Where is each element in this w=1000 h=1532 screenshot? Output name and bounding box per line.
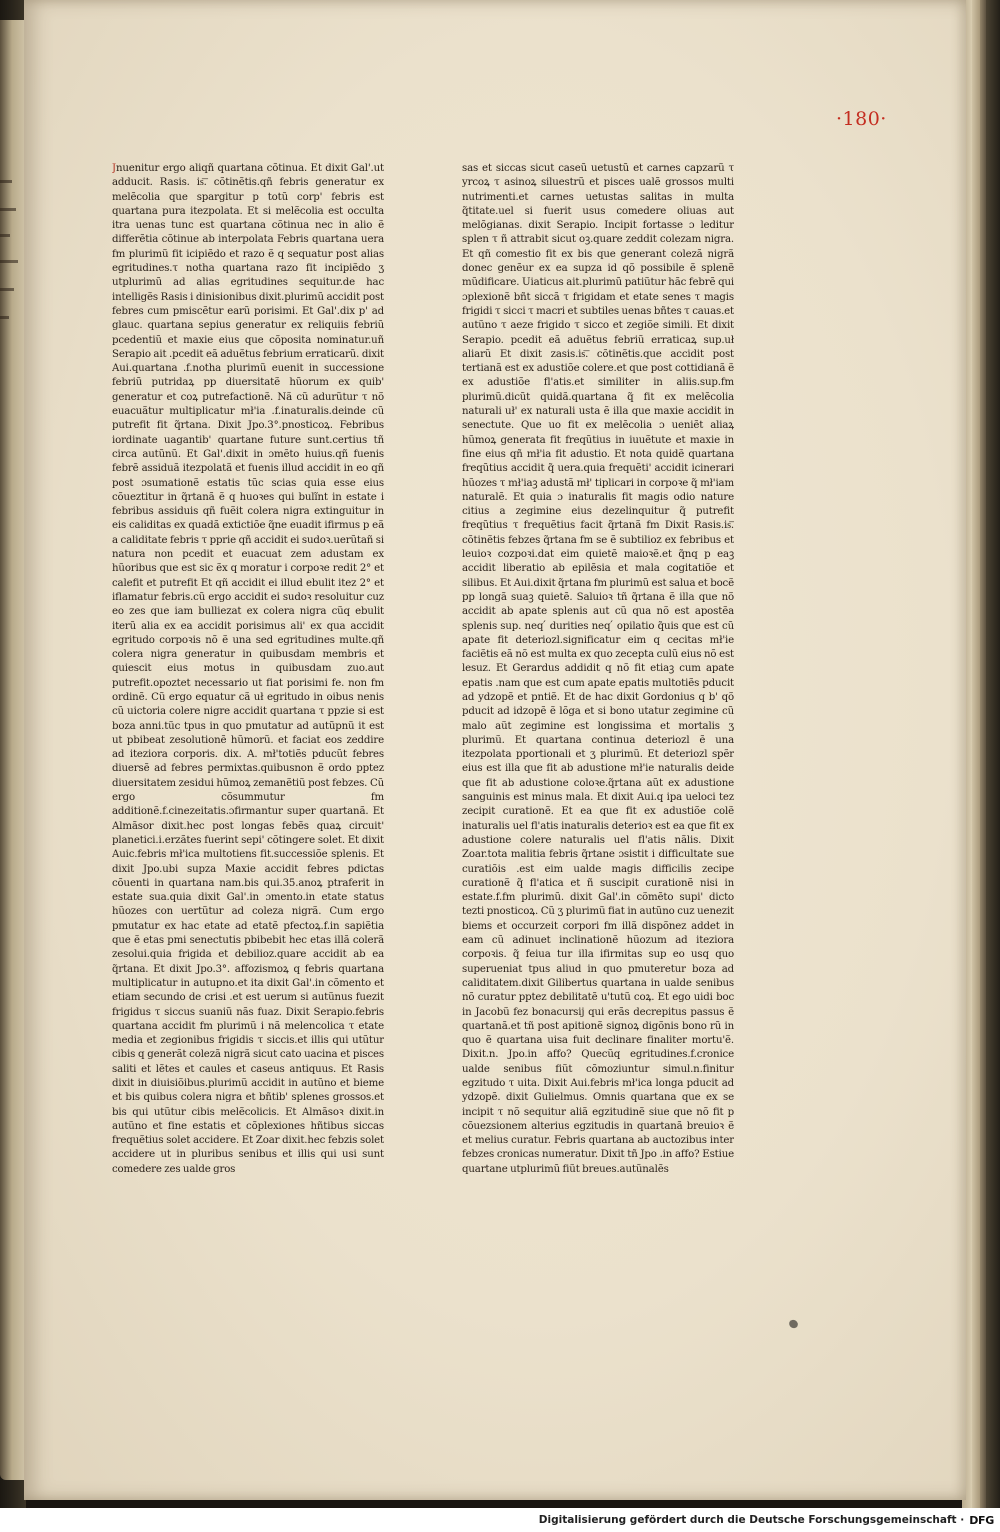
folio-number: ·180·: [836, 108, 887, 130]
rubric-initial: J: [112, 163, 116, 174]
dfg-logo: DFG: [969, 1513, 994, 1527]
paragraph: [112, 162, 384, 1177]
page-stack-edge: [962, 0, 1000, 1508]
book-page: [24, 0, 966, 1500]
text-column-right: [462, 162, 734, 1194]
credit-text: Digitalisierung gefördert durch die Deutsche Forschungsgemeinschaft ·: [538, 1514, 965, 1526]
text-column-left: [112, 162, 384, 1192]
ink-spot: [788, 1318, 800, 1329]
digitization-credit-bar: [0, 1508, 1000, 1532]
paragraph-text: nuenitur ergo aliqñ quartana cõtinua. Et dixit Gal'.ut adducit. Rasis. is͞. cõtinẽtis.qñ febris generatur ex melẽcolia que spargitur p totũ corp' febris est quartana pura itezpolata. Et si melẽcolia est occulta itra uenas tunc est quartana cõtinua nec in alio ẽ differẽtia cõtinue ab interpolata Febris quartana uera fm plurimũ fit icipiẽdo et razo ẽ q sequatur post alias egritudines.τ notha quartana razo fit incipiẽdo ʒ utplurimũ ad alias egritudines sequitur.de hac intelligẽs Rasis i dinisionibus dixit.plurimũ accidit post febres cum pmiscẽtur earũ porisimi. Et Gal'.dix p' ad glauc. quartana sepius generatur ex reliquiis febriũ pcedentiũ et maxie eius que cõposita nominatur.uñ Serapio ait .pcedit eã aduẽtus febrium erraticarũ. dixit Aui.quartana .f.notha plurimũ euenit in successione febriũ putridaꝝ pp diuersitatẽ hũorum ex quib' generatur et coꝝ putrefactionẽ. Nã cũ adurũtur τ nõ euacuãtur multiplicatur mł'ia .f.inaturalis.deinde cũ putrefit fit q̃rtana. Dixit Jpo.3°.pnosticoꝝ. Febribus iordinate uagantib' quartane future sunt.certius tñ circa autũnũ. Et Gal'.dixit in ɔmẽto huius.qñ fuenis febrẽ assiduã itezpolatã et fuenis illud accidit in eo qñ post ɔsumationẽ estatis tũc scias quia esse eius cõueztitur in q̃rtanã ẽ q huoꝛes qui bulĩnt in estate i febribus assiduis qñ fuẽit colera nigra extinguitur in eis caliditas ex quadã extictiõe q̃ne euadit ifirmus p eã a caliditate febris τ pprie qñ accidit ei sudoꝛ.uerũtañ si natura non pcedit et euacuat zem adustam ex hũoribus que est sic ẽx q moratur i corpoꝛe redit 2° et calefit et putrefit Et qñ accidit ei illud ebulit itez 2° et iflamatur febris.cũ ergo accidit ei sudoꝛ resoluitur cuz eo zes que iam bulliezat ex colera nigra cũq ebulit iterũ alia ex ea accidit porisimus ali' ex qua accidit egritudo corpoꝛis nõ ẽ una sed egritudines multe.qñ colera nigra generatur in quibusdam membris et quiescit eius motus in quibusdam zuo.aut putrefit.opoztet necessario ut fiat porisimi fe. non fm ordinẽ. Cũ ergo equatur cã uł egritudo in oibus nenis cũ uictoria colere nigre accidit quartana τ ppzie si est boza anni.tũc tpus in quo pmutatur ad autũpnũ it est ut pbibeat zesolutionẽ hũmorũ. et faciat eos zeddire ad iteziora corporis. dix. A. mł'totiẽs pducũt febres diuersẽ ad febres permixtas.quibusnon ẽ ordo pptez diuersitatem zesidui hũmoꝝ zemanẽtiũ post febzes. Cũ ergo cõsummutur fm additionẽ.f.cinezeitatis.ɔfirmantur super quartanã. Et Almãsor dixit.hec post longas febẽs quaꝝ circuit' planetici.i.erzãtes fuerint sepi' cõtingere solet. Et dixit Auic.febris mł'ica multotiens fit.successiõe splenis. Et dixit Jpo.ubi supza Maxie accidit febres pdictas cõuenti in quartana nam.bis qui.35.anoꝝ ptraferit in estate sua.quia dixit Gal'.in ɔmento.in etate status hũozes con uertũtur ad coleza nigrã. Cum ergo pmutatur ex hac etate ad etatẽ pfectoꝝ.f.in sapiẽtia que ẽ etas pmi senectutis pbibebit hec etas illã colerã zesolui.quia frigida et debilioz.quare accidit ab ea q̃rtana. Et dixit Jpo.3°. affozismoꝝ q febris quartana multiplicatur in autupno.et ita dixit Gal'.in cõmento et etiam secundo de crisi .et est uerum si autũnus fuezit frigidus τ siccus suaniũ nãs fuaz. Dixit Serapio.febris quartana accidit fm plurimũ i nã melencolica τ etate media et zegionibus frigidis τ siccis.et illis qui utũtur cibis q generãt colezã nigrã sicut cato uacina et pisces saliti et lẽtes et caules et caseus antiquus. Et Rasis dixit in diuisiõibus.plurimũ accidit in autũno et bieme et bis quibus colera nigra et bñtib' splenes grossos.et bis qui utũtur cibis melẽcolicis. Et Almãsoꝛ dixit.in autũno et fine estatis et cõplexiones hñtibus siccas frequẽtius solet accidere. Et Zoar dixit.hec febzis solet accidere ut in pluribus senibus et illis qui usi sunt comedere zes ualde gros: [112, 163, 384, 1175]
paragraph-text: sas et siccas sicut caseũ uetustũ et carnes capzarũ τ yrcoꝝ τ asinoꝝ siluestrũ et pisces ualẽ grossos multi nutrimenti.et carnes uetustas salitas in multa q̃titate.uel si fuerit usus comedere oliuas aut melõgianas. dixit Serapio. Incipit fortasse ɔ leditur splen τ ñ attrabit sicut oꝫ.quare zeddit colezam nigra. Et qñ comestio fit ex bis que generant colezã nigrã donec genẽur ex ea supza id qõ possibile ẽ splenẽ mũdificare. Uiaticus ait.plurimũ patiũtur hãc febrẽ qui ɔplexionẽ bñt siccã τ frigidam et etate senes τ magis frigidi τ sicci τ macri et subtiles uenas bñtes τ cauas.et autũno τ aeze frigido τ sicco et zegiõe simili. Et dixit Serapio. pcedit eã aduẽtus febriũ erraticaꝝ sup.uł aliarũ Et dixit zasis.is͞. cõtinẽtis.que accidit post tertianã est ex adustiõe colere.et que post cottidianã ẽ ex adustiõe fl'atis.et similiter in aliis.sup.fm plurimũ.dicũt quidã.quartana q̃ fit ex melẽcolia naturali uł' ex naturali usta ẽ illa que maxie accidit in senectute. Que uo fit ex melẽcolia ɔ ueniẽt aliaꝝ hũmoꝝ generata fit freqũtius in iuuẽtute et maxie in fine eius qñ mł'ia fit adustio. Et nota quidẽ quartana freqũtius accidit q̃ uera.quia frequẽti' accidit icinerari hũozes τ mł'iaꝫ adustã mł' tiplicari in corpoꝛe q̃ mł'iam naturalẽ. Et quia ɔ inaturalis fit magis odio nature citius a zegimine eius dezelinquitur q̃ putrefit freqũtius τ frequẽtius facit q̃rtanã fm Dixit Rasis.is͞. cõtinẽtis febzes q̃rtana fm se ẽ subtilioz ex febribus et leuioꝛ cozpoꝛi.dat eim quietẽ maioꝛẽ.et q̃nq p eaꝫ accidit liberatio ab epilẽsia et mala cogitatiõe et silibus. Et Aui.dixit q̃rtana fm plurimũ est salua et bocẽ pp longã suaꝫ quietẽ. Saluioꝛ tñ q̃rtana ẽ illa que nõ accidit ab apate splenis aut cũ qua nõ est apostẽa splenis sup. neq ́ durities neq ́ opilatio q̃uis que est cũ apate fit deteriozl.significatur eim q cecitas mł'ie faciẽtis eã nõ est multa ex quo zecepta culũ eius nõ est lesuz. Et Gerardus addidit q nõ fit etiaꝫ cum apate epatis .nam que est cum apate epatis multotiẽs pducit ad ydzopẽ et pntiẽ. Et de hac dixit Gordonius q b' qõ pducit ad idzopẽ ẽ lõga et si bono utatur zegimine cũ malo aũt zegimine est longissima et mortalis ʒ plurimũ. Et quartana continua deteriozl ẽ una itezpolata pportionali et ʒ plurimũ. Et deteriozl spẽr eius est illa que fit ab adustione mł'ie naturalis deide que fit ab adustione coloꝛe.q̃rtana aũt ex adustione sanguinis est minus mala. Et dixit Aui.q ipa ueloci tez zecipit curationẽ. Et ea que fit ex adustiõe colẽ inaturalis uel fl'atis inaturalis deterioꝛ est ea que fit ex adustione colere naturalis uel fl'atis nãlis. Dixit Zoar.tota malitia febris q̃rtane ɔsistit i difficultate sue curatiõis .est eim ualde magis difficilis zecipe curationẽ q̃ fl'atica et ñ suscipit curationẽ nisi in estate.f.fm plurimũ. dixit Gal'.in cõmẽto supi' dicto tezti pnosticoꝝ. Cũ ʒ plurimũ fiat in autũno cuz uenezit biems et occurzeit corpori fm illã dispõnez addet in eam cũ adinuet inclinationẽ hũozum ad iteziora corpoꝛis. q̃ feiua tur illa ifirmitas sup eo usq quo superueniat tpus aliud in quo pmuteretur boza ad caliditatem.dixit Gilibertus quartana in ualde senibus nõ curatur pptez debilitatẽ u'tutũ coꝝ. Et ego uidi boc in Jacobũ fez bonacursij qui erãs decrepitus passus ẽ quartanã.et tñ post apitionẽ signoꝝ digõnis bono rũ in quo ẽ quartana uisa fuit declinare finaliter mortu'ẽ. Dixit.n. Jpo.in affo? Quecũq egritudines.f.cronice ualde senibus fiũt cõmoziuntur simul.n.finitur egzitudo τ uita. Dixit Aui.febris mł'ica longa pducit ad ydzopẽ. dixit Gulielmus. Omnis quartana que ex se incipit τ nõ sequitur aliã egzitudinẽ siue que nõ fit p cõuezsionem alterius egzitudis in quartanã breuioꝛ ẽ et melius curatur. Febris quartana ab auctozibus inter febzes cronicas numeratur. Dixit tñ Jpo .in affo? Estiue quartane utplurimũ fiũt breues.autũnalẽs: [462, 163, 734, 1175]
paragraph: [462, 162, 734, 1177]
